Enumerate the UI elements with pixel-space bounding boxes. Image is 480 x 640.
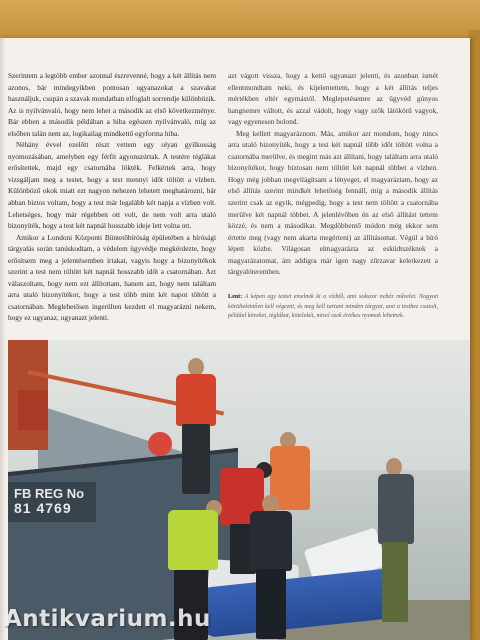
watermark: Antikvarium.hu [4,606,211,632]
buoy [148,432,172,456]
photo-body-recovery [8,340,470,640]
boat-registration-sign [8,482,96,522]
page-gutter [0,38,6,640]
paragraph: Amikor a Londoni Központi Büntetőbíróság épületében a bírósági tárgyalás során tanúskodtam, a védelem ügyvédje megkérdezte, hogy erősítsem meg a jelentésemben írtakat, vagyis hogy a bizonyítékok szerint a test nem töltött két napnál hosszabb időt a csatornában. Azt válaszoltam, hogy nem ezt állítottam, hanem azt, hogy nem találtam arra utaló bizonyítékot, hogy a test több mint két napot töltött a csatornában. Meglehetősen ingerülten kezdett el magyarázni nekem, hogy ez ugyanaz, ugyanazt jelenti. [8,232,216,323]
caption-label: Lent: [228,294,243,300]
caption-text: A képen egy testet emelnek ki a vízből, ami sokszor nehéz művelet. Nagyon körültekintően kell végezni, és meg kell tartani minden tárgyat, ami a testhez csatolt, például köveket, téglákat, kötelekét, mivel ezek értékes nyomok lehetnek. [228,294,438,320]
registration-line-1: FB REG No [14,486,85,501]
paragraph: Néhány évvel ezelőtt részt vettem egy olyan gyilkosság nyomozásában, amelyben egy férfit agyonszúrtak. A testére téglákat erősítettek, majd egy csatornába lökték. Felkértek arra, hogy vizsgáljam meg a testet, hogy a test mennyi időt töltött a vízben. Különböző okok miatt ezt nagyon nehezen lehetett meghatározni, bár abban biztos voltam, hogy a test már legalább két napja a vízben volt. Lehetséges, hogy már régebben ott volt, de nem volt arra utaló bizonyíték, hogy a test két napnál hosszabb ideje lett volna ott. [8,140,216,231]
boat-equipment [18,390,48,430]
paragraph: Meg kellett magyaráznom. Más, amikor azt mondom, hogy nincs arra utaló bizonyíték, hogy a test két napnál több időt töltött volna a csatornába merülve, és megint más azt állítani, hogy találtam arra utaló bizonyítékot, hogy biztosan nem töltött két napnál többet a vízben. Hogy még jobban megvilágítsam a lényeget, el magyaráztam, hogy az első állítás szerint mindkét lehetőség fennáll, míg a második állítás szerint csak az egyik, mégpedig, hogy a test nem töltött a csatornába merülve két napnál többet. A jelenlévőben én az első állítást tettem közzé, és nem a másodikat. Megdöbbentő módon még ekkor sem értette meg (vagy nem akarta megérteni) az állításomat. Végül a bíró lépett közbe. Világosan elmagyarázta az esküdtszéknek a magyarázatomat, ám addigra már igen nagy zűrzavar keletkezett a tárgyalóteremben. [228,128,438,277]
text-column-left [8,70,216,324]
paragraph: azt vágott vissza, hogy a kettő ugyanazt jelenti, és azonban ismét ellentmondtam neki, és kijelentettem, hogy a két állítás teljes mértékben eltér egymástól. Meglepetésemre az ügyvéd gúnyos hangnemre váltott, és azzal vádolt, hogy vagy szők látókörű vagyok, vagy egyenesen bolond. [228,71,438,127]
photo-caption [228,293,438,322]
table-surface-top [0,0,480,40]
paragraph: Szerintem a legtöbb ember azonnal észrevenné, hogy a két állítás nem azonos, bár mindegyikben pontosan ugyanazokat a szavakat használjuk, csupán a szavak mondatban elfoglalt sorrendje különbözik. Az is nyilvánvaló, hogy nem lehet a második az első következménye. Bár ebben a második példában a hiba egészen nyilvánvaló, míg az elsőben talán nem az, logikailag mindkettő egyforma hiba. [8,71,216,138]
registration-line-2: 81 4769 [14,500,72,516]
text-column-right [228,70,438,278]
